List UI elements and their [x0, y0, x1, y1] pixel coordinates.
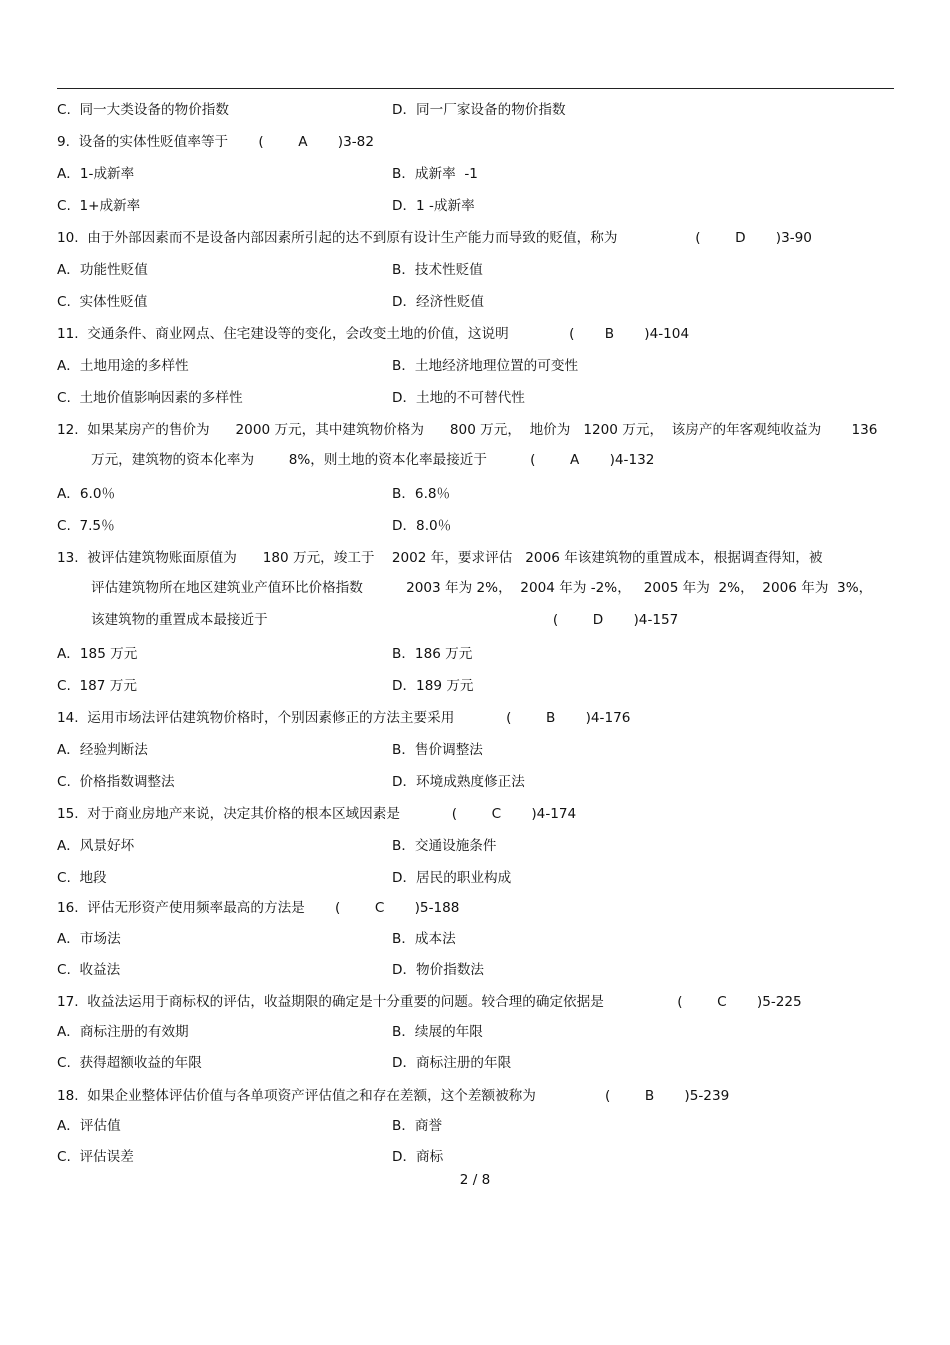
q15-option-a: A．风景好坏 [57, 838, 135, 854]
q9-option-a: A．1-成新率 [57, 166, 135, 182]
q18-option-a: A．评估值 [57, 1118, 121, 1134]
q15-option-d: D．居民的职业构成 [392, 870, 512, 886]
q17-option-d: D．商标注册的年限 [392, 1055, 512, 1071]
q17-option-a: A．商标注册的有效期 [57, 1024, 189, 1040]
q11-option-c: C. 土地价值影响因素的多样性 [57, 390, 243, 406]
q12-stem-line-2: 万元，建筑物的资本化率为 8%，则土地的资本化率最接近于 ( A )4-132 [91, 452, 655, 468]
q17-stem: 17. 收益法运用于商标权的评估，收益期限的确定是十分重要的问题。较合理的确定依据是 ( C )5-225 [57, 994, 802, 1010]
q8-option-d: D．同一厂家设备的物价指数 [392, 102, 566, 118]
q15-option-b: B．交通设施条件 [392, 838, 497, 854]
q9-option-d: D．1 -成新率 [392, 198, 475, 214]
q16-option-d: D．物价指数法 [392, 962, 485, 978]
q13-stem-line-1: 13. 被评估建筑物账面原值为 180 万元，竣工于 2002 年，要求评估 2006 年该建筑物的重置成本，根据调查得知，被 [57, 550, 823, 566]
q15-stem: 15. 对于商业房地产来说，决定其价格的根本区域因素是 ( C )4-174 [57, 806, 577, 822]
q13-option-c: C. 187 万元 [57, 678, 137, 694]
q11-stem: 11. 交通条件、商业网点、住宅建设等的变化，会改变土地的价值，这说明 ( B )4-104 [57, 326, 690, 342]
q16-stem: 16. 评估无形资产使用频率最高的方法是 ( C )5-188 [57, 900, 460, 916]
page-number: 2 / 8 [459, 1172, 491, 1188]
q13-stem-line-2: 评估建筑物所在地区建筑业产值环比价格指数 2003 年为 2%， 2004 年为 -2%， 2005 年为 2%， 2006 年为 3%， [91, 580, 873, 596]
q14-option-d: D．环境成熟度修正法 [392, 774, 525, 790]
q12-option-a: A．6.0％ [57, 486, 116, 502]
q13-stem-line-3: 该建筑物的重置成本最接近于 ( D )4-157 [91, 612, 679, 628]
q12-stem-line-1: 12. 如果某房产的售价为 2000 万元，其中建筑物价格为 800 万元， 地价为 1200 万元， 该房产的年客观纯收益为 136 [57, 422, 878, 438]
q9-option-c: C. 1+成新率 [57, 198, 141, 214]
q18-option-c: C. 评估误差 [57, 1149, 134, 1165]
q9-stem: 9. 设备的实体性贬值率等于 ( A )3-82 [57, 134, 374, 150]
q11-option-d: D．土地的不可替代性 [392, 390, 525, 406]
q11-option-a: A．土地用途的多样性 [57, 358, 189, 374]
q13-option-b: B．186 万元 [392, 646, 473, 662]
q18-stem: 18. 如果企业整体评估价值与各单项资产评估值之和存在差额，这个差额被称为 ( B )5-239 [57, 1088, 730, 1104]
q16-option-b: B．成本法 [392, 931, 456, 947]
q10-option-c: C. 实体性贬值 [57, 294, 148, 310]
q18-option-b: B．商誉 [392, 1118, 443, 1134]
q10-option-a: A．功能性贬值 [57, 262, 148, 278]
q10-option-d: D．经济性贬值 [392, 294, 485, 310]
q10-stem: 10. 由于外部因素而不是设备内部因素所引起的达不到原有设计生产能力而导致的贬值，称为 ( D )3-90 [57, 230, 812, 246]
q13-option-a: A．185 万元 [57, 646, 138, 662]
q12-option-b: B．6.8％ [392, 486, 451, 502]
q9-option-b: B．成新率 -1 [392, 166, 478, 182]
q12-option-c: C. 7.5％ [57, 518, 115, 534]
q13-option-d: D．189 万元 [392, 678, 474, 694]
q14-stem: 14. 运用市场法评估建筑物价格时，个别因素修正的方法主要采用 ( B )4-176 [57, 710, 631, 726]
header-rule [57, 88, 894, 89]
q17-option-b: B．续展的年限 [392, 1024, 483, 1040]
q18-option-d: D．商标 [392, 1149, 444, 1165]
q8-option-c: C. 同一大类设备的物价指数 [57, 102, 229, 118]
q14-option-c: C. 价格指数调整法 [57, 774, 175, 790]
q11-option-b: B．土地经济地理位置的可变性 [392, 358, 579, 374]
q10-option-b: B．技术性贬值 [392, 262, 483, 278]
q14-option-a: A．经验判断法 [57, 742, 148, 758]
q16-option-a: A．市场法 [57, 931, 121, 947]
q12-option-d: D．8.0％ [392, 518, 452, 534]
q14-option-b: B．售价调整法 [392, 742, 483, 758]
q17-option-c: C. 获得超额收益的年限 [57, 1055, 202, 1071]
q16-option-c: C. 收益法 [57, 962, 121, 978]
q15-option-c: C. 地段 [57, 870, 107, 886]
